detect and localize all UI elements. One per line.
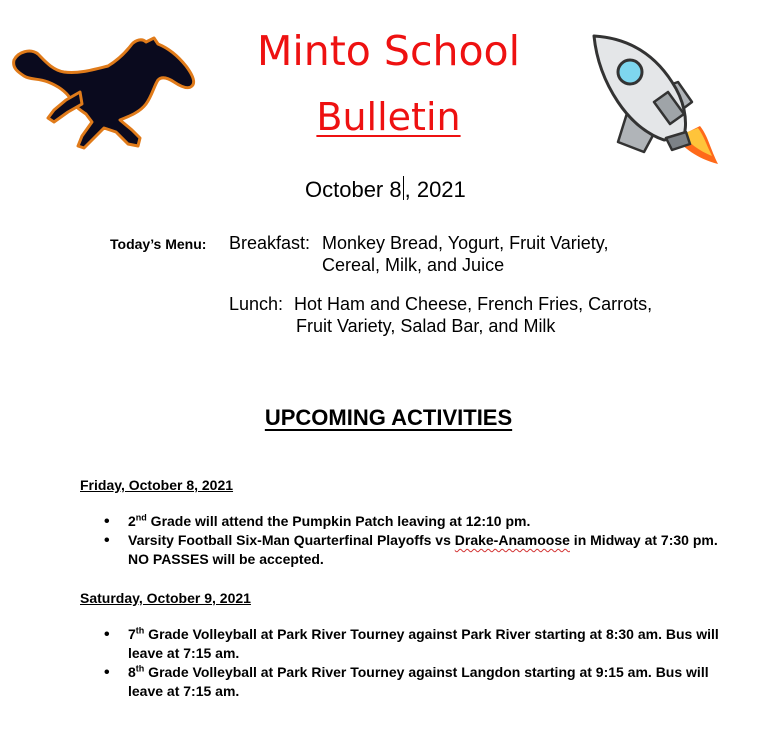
day-heading-saturday: Saturday, October 9, 2021 — [80, 590, 251, 606]
bulletin-title-line1: Minto School — [256, 27, 521, 75]
list-item: • 8th Grade Volleyball at Park River Tourney against Langdon starting at 9:15 am. Bus will leave at 7:15 am. — [104, 663, 724, 701]
date-year: , 2021 — [404, 177, 466, 202]
section-heading: UPCOMING ACTIVITIES — [264, 405, 513, 430]
lunch-line1: Hot Ham and Cheese, French Fries, Carrots, — [294, 294, 653, 314]
text-cursor — [403, 176, 404, 200]
bulletin-date — [305, 176, 466, 204]
breakfast-label: Breakfast: — [229, 233, 311, 253]
list-item: • 7th Grade Volleyball at Park River Tourney against Park River starting at 8:30 am. Bus will leave at 7:15 am. — [104, 625, 724, 663]
menu-label: Today’s Menu: — [110, 236, 207, 252]
breakfast-line2: Cereal, Milk, and Juice — [322, 255, 505, 275]
friday-activity-list — [104, 512, 724, 569]
bulletin-title-line2: Bulletin — [316, 95, 461, 139]
lunch-label: Lunch: — [229, 294, 284, 314]
spellcheck-flagged-word: Drake-Anamoose — [454, 532, 570, 548]
rocket-icon — [588, 30, 730, 170]
lunch-line2: Fruit Variety, Salad Bar, and Milk — [296, 316, 556, 336]
date-month-day: October 8 — [305, 177, 402, 202]
day-heading-friday: Friday, October 8, 2021 — [80, 477, 234, 493]
list-item: • 2nd Grade will attend the Pumpkin Patch leaving at 12:10 pm. — [104, 512, 724, 531]
breakfast-line1: Monkey Bread, Yogurt, Fruit Variety, — [322, 233, 609, 253]
list-item: • Varsity Football Six-Man Quarterfinal Playoffs vs Drake-Anamoose in Midway at 7:30 pm. NO PASSES will be accepted. — [104, 531, 724, 569]
saturday-activity-list — [104, 625, 724, 701]
